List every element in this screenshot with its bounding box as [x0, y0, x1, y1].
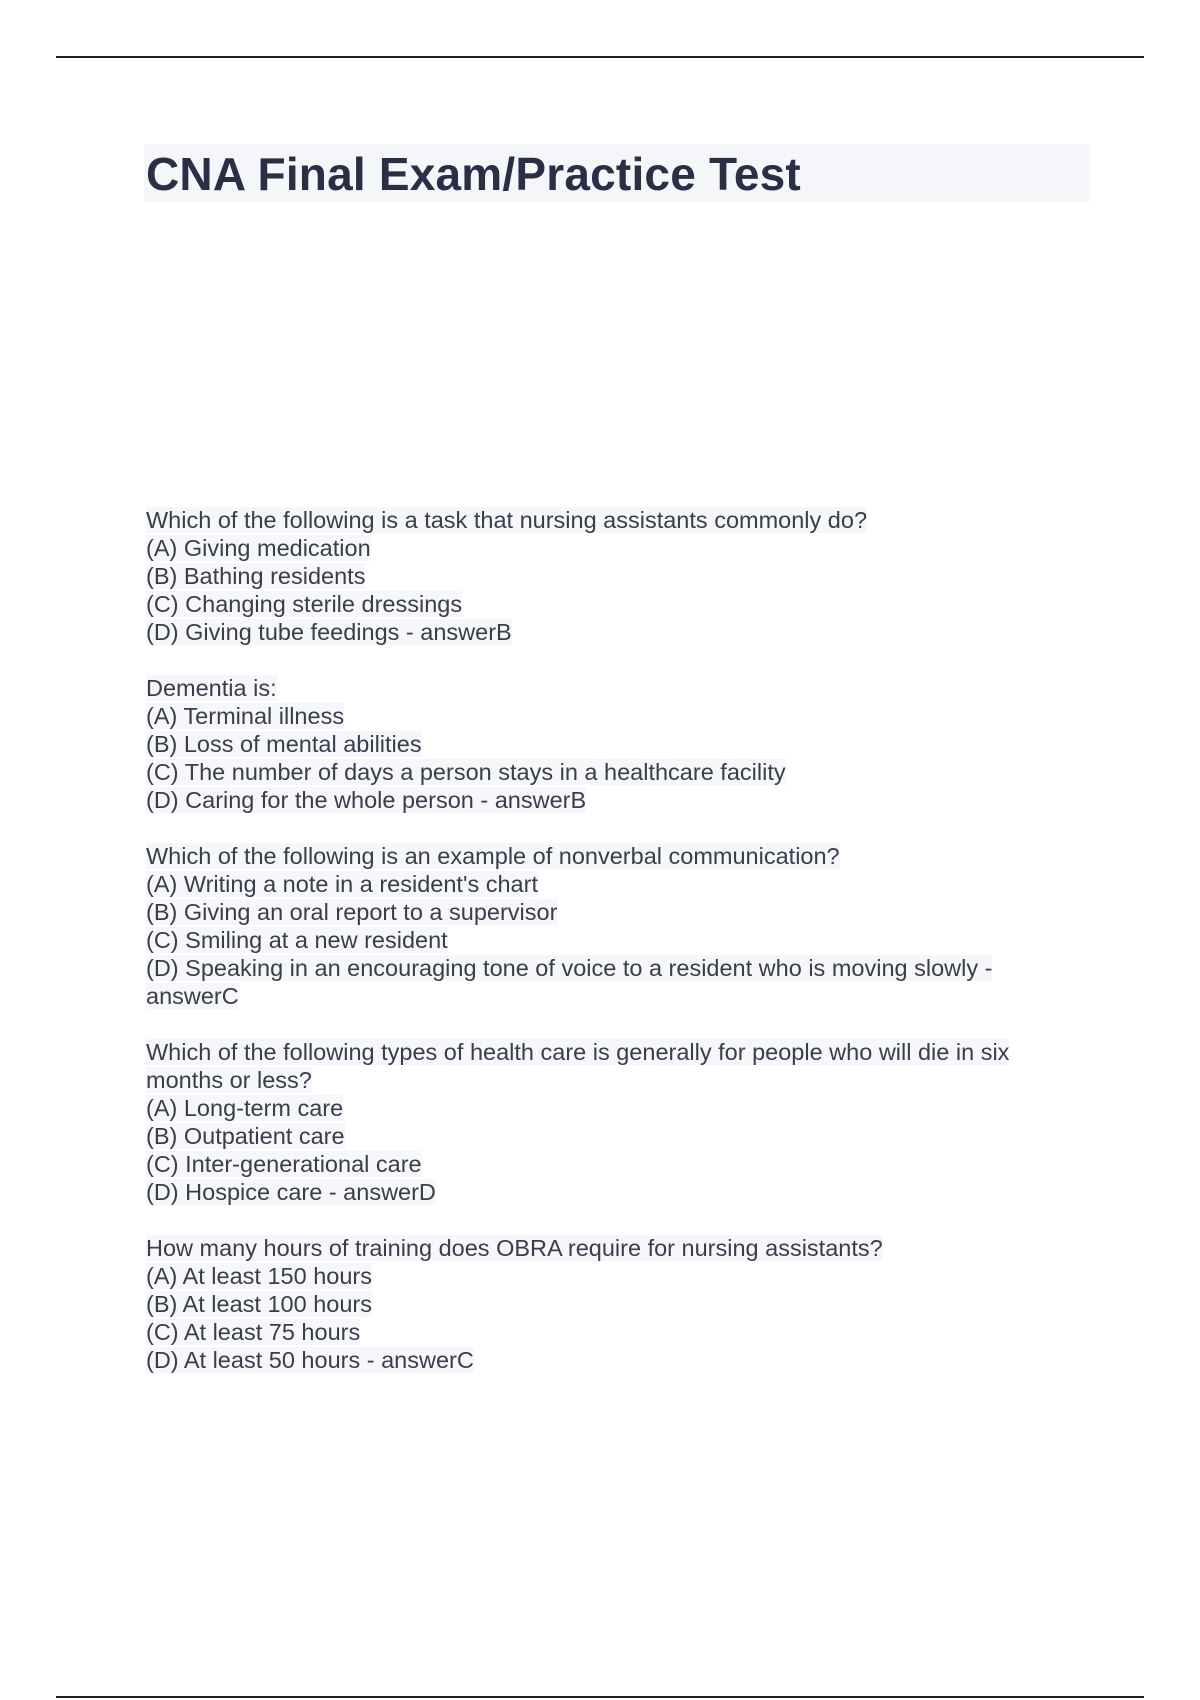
- question-5-stem: How many hours of training does OBRA require for nursing assistants?: [146, 1235, 883, 1261]
- top-rule: [56, 56, 1144, 58]
- question-1: [146, 506, 1046, 646]
- bottom-rule: [56, 1696, 1144, 1698]
- question-4-stem: Which of the following types of health care is generally for people who will die in six: [146, 1039, 1010, 1065]
- question-1-option-b: (B) Bathing residents: [146, 563, 366, 589]
- question-2-option-d-answer: (D) Caring for the whole person - answerB: [146, 787, 587, 813]
- question-3-option-c: (C) Smiling at a new resident: [146, 927, 448, 953]
- question-3: [146, 842, 1046, 1010]
- question-4-option-b: (B) Outpatient care: [146, 1123, 345, 1149]
- question-4: [146, 1038, 1046, 1206]
- question-1-option-d-answer: (D) Giving tube feedings - answerB: [146, 619, 512, 645]
- question-5-option-a: (A) At least 150 hours: [146, 1263, 372, 1289]
- question-2-option-a: (A) Terminal illness: [146, 703, 345, 729]
- question-5-option-c: (C) At least 75 hours: [146, 1319, 361, 1345]
- question-1-option-c: (C) Changing sterile dressings: [146, 591, 463, 617]
- question-2: [146, 674, 1046, 814]
- question-3-option-a: (A) Writing a note in a resident's chart: [146, 871, 538, 897]
- question-4-option-c: (C) Inter-generational care: [146, 1151, 422, 1177]
- question-4-stem-continued: months or less?: [146, 1067, 312, 1093]
- question-3-answer: answerC: [146, 983, 239, 1009]
- question-3-option-b: (B) Giving an oral report to a supervisor: [146, 899, 558, 925]
- question-5: [146, 1234, 1046, 1374]
- page-title: CNA Final Exam/Practice Test: [146, 148, 801, 200]
- question-1-stem: Which of the following is a task that nursing assistants commonly do?: [146, 507, 868, 533]
- question-2-option-b: (B) Loss of mental abilities: [146, 731, 422, 757]
- question-5-option-d-answer: (D) At least 50 hours - answerC: [146, 1347, 474, 1373]
- question-2-stem: Dementia is:: [146, 675, 277, 701]
- question-3-stem: Which of the following is an example of nonverbal communication?: [146, 843, 840, 869]
- question-5-option-b: (B) At least 100 hours: [146, 1291, 372, 1317]
- question-2-option-c: (C) The number of days a person stays in a healthcare facility: [146, 759, 786, 785]
- question-4-option-d-answer: (D) Hospice care - answerD: [146, 1179, 436, 1205]
- question-1-option-a: (A) Giving medication: [146, 535, 371, 561]
- question-3-option-d: (D) Speaking in an encouraging tone of voice to a resident who is moving slowly -: [146, 955, 993, 981]
- question-list: [146, 506, 1046, 1402]
- question-4-option-a: (A) Long-term care: [146, 1095, 344, 1121]
